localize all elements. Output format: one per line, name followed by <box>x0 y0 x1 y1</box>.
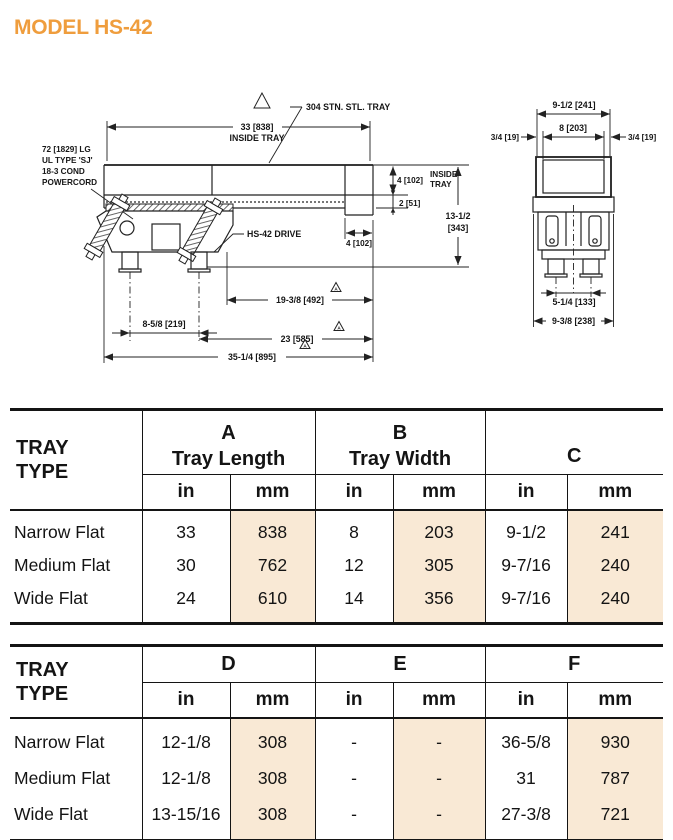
inside-word: INSIDE <box>430 170 458 179</box>
drive-foot-left <box>122 252 138 269</box>
tray-cross-section <box>536 157 611 197</box>
side-view <box>42 93 471 363</box>
unit-in: in <box>485 475 567 511</box>
dim-inside-width: 8 [203] <box>559 123 587 133</box>
drive-eyebolt <box>120 221 134 235</box>
unit-in: in <box>315 683 393 719</box>
dim-base-width: 9-3/8 [238] <box>551 316 596 326</box>
dim-wall-right: 3/4 [19] <box>628 133 657 142</box>
page-title: MODEL HS-42 <box>14 16 153 39</box>
group-header-f: F <box>485 646 663 683</box>
dim-inside-length: 33 [838] <box>240 122 274 132</box>
dim-overall-width: 9-1/2 [241] <box>552 100 596 110</box>
dim-discharge: 4 [102] <box>346 239 372 248</box>
table-row: Medium Flat 12-1/8 308 - - 31 787 <box>10 760 663 796</box>
dim-foot-spacing: 8-5/8 [219] <box>142 319 186 329</box>
technical-drawing <box>0 78 673 378</box>
unit-mm: mm <box>230 475 315 511</box>
dim-drive-to-end: 19-3/8 [492] <box>276 295 324 305</box>
table-row: Medium Flat 30 762 12 305 9-7/16 240 <box>10 549 663 582</box>
dim-foot-to-end: 23 [585] <box>280 334 314 344</box>
unit-in: in <box>485 683 567 719</box>
svg-text:72 [1829] LG: 72 [1829] LG <box>42 145 91 154</box>
svg-text:POWERCORD: POWERCORD <box>42 178 98 187</box>
dimension-tables <box>10 408 663 840</box>
unit-in: in <box>142 683 230 719</box>
unit-mm: mm <box>567 475 663 511</box>
revision-flag-icon <box>254 93 270 108</box>
tray-type-cell: Wide Flat <box>14 588 88 608</box>
tray-material-callout: 304 STN. STL. TRAY <box>306 102 391 112</box>
dim-lip: 2 [51] <box>399 199 421 208</box>
group-header-d: D <box>142 646 315 683</box>
drive-motor-box <box>152 224 180 250</box>
unit-mm: mm <box>567 683 663 719</box>
unit-in: in <box>142 475 230 511</box>
revision-flag-icon <box>334 322 344 331</box>
tray-type-header: TRAY TYPE <box>10 410 142 511</box>
table-row: Wide Flat 24 610 14 356 9-7/16 240 <box>10 582 663 624</box>
table-row: Narrow Flat 33 838 8 203 9-1/2 241 <box>10 510 663 549</box>
end-foot-left <box>548 259 564 274</box>
table-abc <box>10 408 663 625</box>
table-row: Wide Flat 13-15/16 308 - - 27-3/8 721 <box>10 796 663 840</box>
group-header-e: E <box>315 646 485 683</box>
svg-text:UL TYPE 'SJ': UL TYPE 'SJ' <box>42 156 93 165</box>
tray-type-cell: Narrow Flat <box>14 522 105 542</box>
svg-text:A: A <box>337 325 341 331</box>
end-foot-right <box>583 259 599 274</box>
svg-text:18-3 COND: 18-3 COND <box>42 167 85 176</box>
tray-type-cell: Medium Flat <box>14 555 111 575</box>
dim-foot-spacing-end: 5-1/4 [133] <box>552 297 596 307</box>
group-header-b: B Tray Width <box>315 410 485 475</box>
revision-flag-icon <box>331 283 341 292</box>
dim-height-2: [343] <box>447 223 469 233</box>
svg-text:A: A <box>334 286 338 292</box>
drive-callout: HS-42 DRIVE <box>247 229 302 239</box>
tray-type-cell: Wide Flat <box>14 803 88 824</box>
group-header-a: A Tray Length <box>142 410 315 475</box>
tray-type-cell: Narrow Flat <box>14 731 105 752</box>
group-header-c: C <box>485 410 663 475</box>
unit-mm: mm <box>230 683 315 719</box>
unit-mm: mm <box>393 683 485 719</box>
table-row: Narrow Flat 12-1/8 308 - - 36-5/8 930 <box>10 718 663 760</box>
dim-height-1: 13-1/2 <box>445 211 471 221</box>
svg-text:A: A <box>303 343 307 349</box>
unit-mm: mm <box>393 475 485 511</box>
unit-in: in <box>315 475 393 511</box>
inside-tray-label: INSIDE TRAY <box>229 133 285 143</box>
dim-tray-depth: 4 [102] <box>397 176 423 185</box>
table-def <box>10 644 663 840</box>
tray-word: TRAY <box>430 180 452 189</box>
tray-type-cell: Medium Flat <box>14 767 111 788</box>
end-view <box>491 100 657 327</box>
tray-type-header: TRAY TYPE <box>10 646 142 719</box>
dim-wall-left: 3/4 [19] <box>490 133 519 142</box>
dim-overall: 35-1/4 [895] <box>228 352 276 362</box>
